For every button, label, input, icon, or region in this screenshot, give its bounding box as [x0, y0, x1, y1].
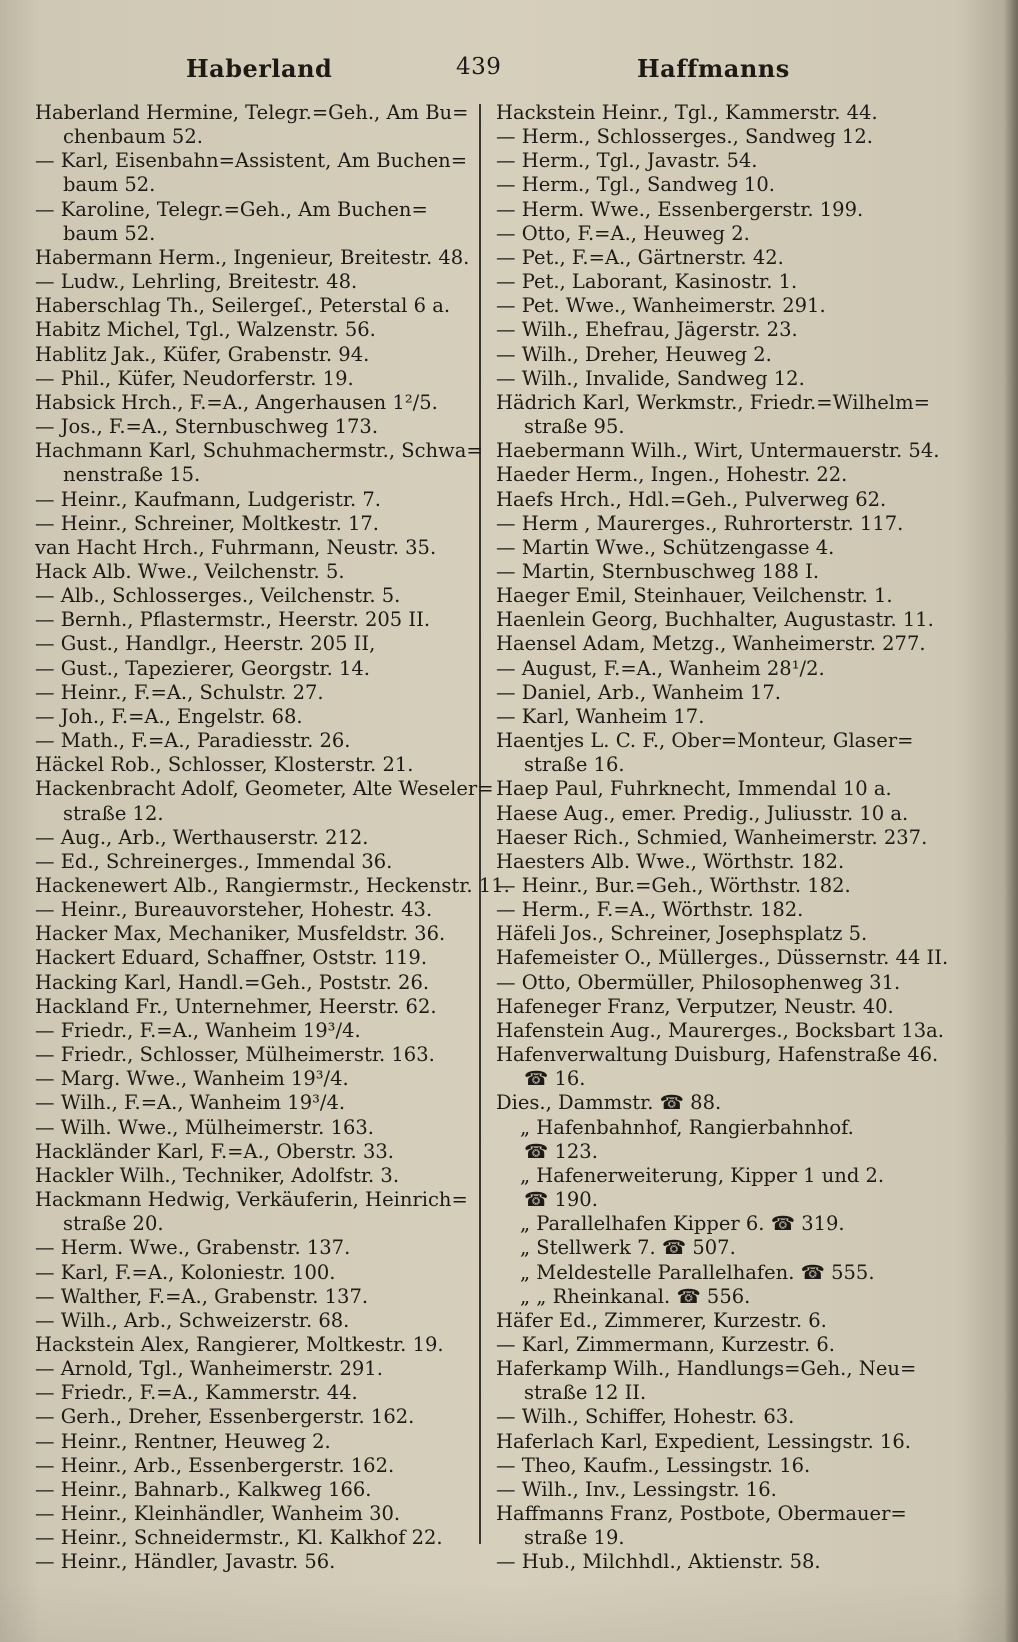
directory-entry-line: — Pet. Wwe., Wanheimerstr. 291.: [496, 294, 826, 318]
directory-entry-line: Haferlach Karl, Expedient, Lessingstr. 16.: [496, 1429, 911, 1453]
directory-entry-line: Hafemeister O., Müllerges., Düssernstr. 44 II.: [496, 946, 949, 970]
directory-entry-line: Haeser Rich., Schmied, Wanheimerstr. 237.: [496, 825, 928, 849]
directory-entry-line: — Jos., F.=A., Sternbuschweg 173.: [35, 415, 379, 439]
directory-entry-line: Hafenverwaltung Duisburg, Hafenstraße 46.: [496, 1043, 939, 1067]
directory-entry-line: Hacking Karl, Handl.=Geh., Poststr. 26.: [35, 970, 430, 994]
directory-entry-line: — Karl, F.=A., Koloniestr. 100.: [35, 1260, 336, 1284]
directory-entry-line: — Wilh., Dreher, Heuweg 2.: [496, 342, 772, 366]
directory-entry-line: — Ludw., Lehrling, Breitestr. 48.: [35, 270, 358, 294]
directory-entry-line: Haenlein Georg, Buchhalter, Augustastr. 11.: [496, 608, 934, 632]
directory-entry-line: baum 52.: [63, 173, 156, 197]
directory-entry-line: — Wilh. Wwe., Mülheimerstr. 163.: [35, 1115, 374, 1139]
directory-entry-line: — Gerh., Dreher, Essenbergerstr. 162.: [35, 1405, 415, 1429]
directory-entry-line: Habitz Michel, Tgl., Walzenstr. 56.: [35, 318, 376, 342]
directory-entry-line: Habsick Hrch., F.=A., Angerhausen 1²/5.: [35, 390, 438, 414]
directory-entry-line: Haferkamp Wilh., Handlungs=Geh., Neu=: [496, 1357, 917, 1381]
directory-entry-line: — Phil., Küfer, Neudorferstr. 19.: [35, 366, 354, 390]
directory-entry-line: Häfeli Jos., Schreiner, Josephsplatz 5.: [496, 922, 868, 946]
directory-entry-line: — Friedr., F.=A., Kammerstr. 44.: [35, 1381, 358, 1405]
directory-entry-line: — Heinr., Bur.=Geh., Wörthstr. 182.: [496, 874, 851, 897]
directory-entry-line: — Walther, F.=A., Grabenstr. 137.: [35, 1284, 369, 1308]
directory-entry-line: Hackstein Alex, Rangierer, Moltkestr. 19.: [35, 1332, 444, 1356]
directory-entry-line: — August, F.=A., Wanheim 28¹/2.: [496, 656, 825, 680]
directory-entry-line: straße 19.: [524, 1526, 625, 1550]
directory-entry-line: — Friedr., Schlosser, Mülheimerstr. 163.: [35, 1043, 435, 1067]
header-right-word: Haffmanns: [637, 54, 790, 83]
directory-entry-line: — Karl, Eisenbahn=Assistent, Am Buchen=: [35, 149, 468, 173]
right-column: [496, 101, 949, 1575]
page-bottom-tone: [0, 1580, 1018, 1642]
directory-entry-line: Haensel Adam, Metzg., Wanheimerstr. 277.: [496, 632, 926, 656]
directory-entry-line: — Herm. Wwe., Essenbergerstr. 199.: [496, 197, 864, 221]
directory-entry-line: — Herm. Wwe., Grabenstr. 137.: [35, 1236, 351, 1260]
directory-entry-line: Hackenewert Alb., Rangiermstr., Heckenstr. 11.: [35, 874, 510, 897]
directory-entry-line: Haese Aug., emer. Predig., Juliusstr. 10 a.: [496, 801, 909, 825]
directory-entry-line: — Karoline, Telegr.=Geh., Am Buchen=: [35, 197, 428, 221]
directory-entry-line: Hackstein Heinr., Tgl., Kammerstr. 44.: [496, 101, 878, 124]
directory-entry-line: Hackert Eduard, Schaffner, Oststr. 119.: [35, 946, 428, 970]
directory-entry-line: Haebermann Wilh., Wirt, Untermauerstr. 54.: [496, 439, 940, 463]
directory-entry-line: chenbaum 52.: [63, 125, 203, 149]
directory-entry-line: Hädrich Karl, Werkmstr., Friedr.=Wilhelm=: [496, 390, 930, 414]
directory-entry-line: Haffmanns Franz, Postbote, Obermauer=: [496, 1502, 907, 1526]
directory-entry-line: „ Parallelhafen Kipper 6. ☎ 319.: [520, 1212, 845, 1236]
directory-entry-line: — Herm , Maurerges., Ruhrorterstr. 117.: [496, 511, 904, 535]
directory-entry-line: — Heinr., F.=A., Schulstr. 27.: [35, 680, 324, 704]
directory-entry-line: — Herm., Tgl., Javastr. 54.: [496, 149, 758, 173]
directory-entry-line: straße 12 II.: [524, 1381, 647, 1405]
directory-entry-line: Dies., Dammstr. ☎ 88.: [496, 1091, 722, 1115]
directory-entry-line: — Karl, Wanheim 17.: [496, 704, 705, 728]
directory-entry-line: — Wilh., Schiffer, Hohestr. 63.: [496, 1405, 795, 1429]
directory-entry-line: — Herm., F.=A., Wörthstr. 182.: [496, 898, 804, 922]
directory-entry-line: — Martin Wwe., Schützengasse 4.: [496, 535, 835, 559]
directory-entry-line: — Heinr., Händler, Javastr. 56.: [35, 1550, 336, 1574]
directory-entry-line: — Joh., F.=A., Engelstr. 68.: [35, 704, 303, 728]
page-edge-shadow: [1004, 0, 1018, 1642]
directory-entry-line: — Heinr., Kaufmann, Ludgeristr. 7.: [35, 487, 382, 511]
directory-entry-line: — Pet., Laborant, Kasinostr. 1.: [496, 270, 798, 294]
directory-entry-line: Hachmann Karl, Schuhmachermstr., Schwa=: [35, 439, 483, 463]
directory-entry-line: — Heinr., Bureauvorsteher, Hohestr. 43.: [35, 898, 433, 922]
directory-entry-line: — Ed., Schreinerges., Immendal 36.: [35, 849, 393, 873]
directory-entry-line: — Wilh., F.=A., Wanheim 19³/4.: [35, 1091, 346, 1115]
directory-entry-line: — Martin, Sternbuschweg 188 I.: [496, 559, 820, 583]
directory-entry-line: Hafeneger Franz, Verputzer, Neustr. 40.: [496, 994, 894, 1018]
directory-entry-line: Hackmann Hedwig, Verkäuferin, Heinrich=: [35, 1188, 468, 1212]
header-left-word: Haberland: [186, 54, 333, 83]
directory-entry-line: — Marg. Wwe., Wanheim 19³/4.: [35, 1067, 349, 1091]
directory-entry-line: Haefs Hrch., Hdl.=Geh., Pulverweg 62.: [496, 487, 887, 511]
directory-entry-line: — Hub., Milchhdl., Aktienstr. 58.: [496, 1550, 821, 1574]
directory-entry-line: Haesters Alb. Wwe., Wörthstr. 182.: [496, 849, 845, 873]
directory-entry-line: Haep Paul, Fuhrknecht, Immendal 10 a.: [496, 777, 892, 801]
directory-entry-line: „ Meldestelle Parallelhafen. ☎ 555.: [520, 1260, 875, 1284]
page-header: [0, 54, 1018, 86]
directory-entry-line: — Wilh., Inv., Lessingstr. 16.: [496, 1477, 777, 1501]
directory-entry-line: nenstraße 15.: [63, 463, 201, 487]
directory-entry-line: Häfer Ed., Zimmerer, Kurzestr. 6.: [496, 1308, 827, 1332]
left-column: [35, 101, 510, 1575]
directory-entry-line: „ Hafenbahnhof, Rangierbahnhof.: [520, 1115, 854, 1139]
directory-entry-line: Haeder Herm., Ingen., Hohestr. 22.: [496, 463, 848, 487]
directory-entry-line: — Heinr., Kleinhändler, Wanheim 30.: [35, 1502, 401, 1526]
directory-entry-line: Hackland Fr., Unternehmer, Heerstr. 62.: [35, 994, 437, 1018]
directory-entry-line: — Otto, Obermüller, Philosophenweg 31.: [496, 970, 901, 994]
directory-entry-line: „ „ Rheinkanal. ☎ 556.: [520, 1284, 751, 1308]
directory-entry-line: — Wilh., Invalide, Sandweg 12.: [496, 366, 805, 390]
directory-entry-line: — Heinr., Arb., Essenbergerstr. 162.: [35, 1453, 395, 1477]
directory-entry-line: Haentjes L. C. F., Ober=Monteur, Glaser=: [496, 729, 914, 753]
directory-entry-line: straße 12.: [63, 801, 164, 825]
directory-entry-line: — Heinr., Rentner, Heuweg 2.: [35, 1429, 331, 1453]
directory-entry-line: — Herm., Schlosserges., Sandweg 12.: [496, 125, 873, 149]
directory-entry-line: — Heinr., Schneidermstr., Kl. Kalkhof 22.: [35, 1526, 443, 1550]
directory-entry-line: Haberschlag Th., Seilergeſ., Peterstal 6 a.: [35, 294, 451, 318]
directory-entry-line: — Friedr., F.=A., Wanheim 19³/4.: [35, 1018, 361, 1042]
directory-entry-line: — Arnold, Tgl., Wanheimerstr. 291.: [35, 1357, 383, 1381]
directory-entry-line: baum 52.: [63, 221, 156, 245]
directory-entry-line: — Pet., F.=A., Gärtnerstr. 42.: [496, 245, 784, 269]
directory-entry-line: — Herm., Tgl., Sandweg 10.: [496, 173, 775, 197]
directory-entry-line: Hackenbracht Adolf, Geometer, Alte Weseler=: [35, 777, 494, 801]
directory-entry-line: — Wilh., Ehefrau, Jägerstr. 23.: [496, 318, 798, 342]
directory-entry-line: — Gust., Tapezierer, Georgstr. 14.: [35, 656, 370, 680]
directory-entry-line: Häckel Rob., Schlosser, Klosterstr. 21.: [35, 753, 414, 777]
directory-entry-line: „ Stellwerk 7. ☎ 507.: [520, 1236, 736, 1260]
directory-entry-line: Hackländer Karl, F.=A., Oberstr. 33.: [35, 1139, 394, 1163]
directory-entry-line: straße 16.: [524, 753, 625, 777]
directory-entry-line: „ Hafenerweiterung, Kipper 1 und 2.: [520, 1163, 885, 1187]
page-number: 439: [456, 54, 502, 80]
directory-entry-line: Haeger Emil, Steinhauer, Veilchenstr. 1.: [496, 584, 893, 608]
directory-entry-line: Hackler Wilh., Techniker, Adolfstr. 3.: [35, 1163, 400, 1187]
directory-entry-line: — Daniel, Arb., Wanheim 17.: [496, 680, 781, 704]
directory-entry-line: — Heinr., Schreiner, Moltkestr. 17.: [35, 511, 379, 535]
directory-entry-line: — Karl, Zimmermann, Kurzestr. 6.: [496, 1332, 835, 1356]
directory-entry-line: — Wilh., Arb., Schweizerstr. 68.: [35, 1308, 350, 1332]
directory-entry-line: — Otto, F.=A., Heuweg 2.: [496, 221, 750, 245]
directory-entry-line: Hafenstein Aug., Maurerges., Bocksbart 13a.: [496, 1018, 944, 1042]
directory-entry-line: straße 20.: [63, 1212, 164, 1236]
directory-entry-line: — Alb., Schlosserges., Veilchenstr. 5.: [35, 584, 401, 608]
directory-entry-line: Hack Alb. Wwe., Veilchenstr. 5.: [35, 559, 345, 583]
directory-entry-line: Hacker Max, Mechaniker, Musfeldstr. 36.: [35, 922, 446, 946]
directory-entry-line: van Hacht Hrch., Fuhrmann, Neustr. 35.: [35, 535, 437, 559]
directory-entry-line: — Heinr., Bahnarb., Kalkweg 166.: [35, 1477, 372, 1501]
directory-entry-line: — Bernh., Pflastermstr., Heerstr. 205 II.: [35, 608, 431, 632]
directory-entry-line: — Gust., Handlgr., Heerstr. 205 II,: [35, 632, 376, 656]
directory-entry-line: Habermann Herm., Ingenieur, Breitestr. 48.: [35, 245, 470, 269]
directory-entry-line: ☎ 123.: [524, 1139, 598, 1163]
directory-entry-line: straße 95.: [524, 415, 625, 439]
directory-entry-line: Hablitz Jak., Küfer, Grabenstr. 94.: [35, 342, 370, 366]
directory-entry-line: — Theo, Kaufm., Lessingstr. 16.: [496, 1453, 811, 1477]
directory-entry-line: Haberland Hermine, Telegr.=Geh., Am Bu=: [35, 101, 469, 124]
directory-entry-line: ☎ 16.: [524, 1067, 586, 1091]
directory-entry-line: — Math., F.=A., Paradiesstr. 26.: [35, 729, 351, 753]
directory-entry-line: — Aug., Arb., Werthauserstr. 212.: [35, 825, 369, 849]
directory-entry-line: ☎ 190.: [524, 1188, 598, 1212]
